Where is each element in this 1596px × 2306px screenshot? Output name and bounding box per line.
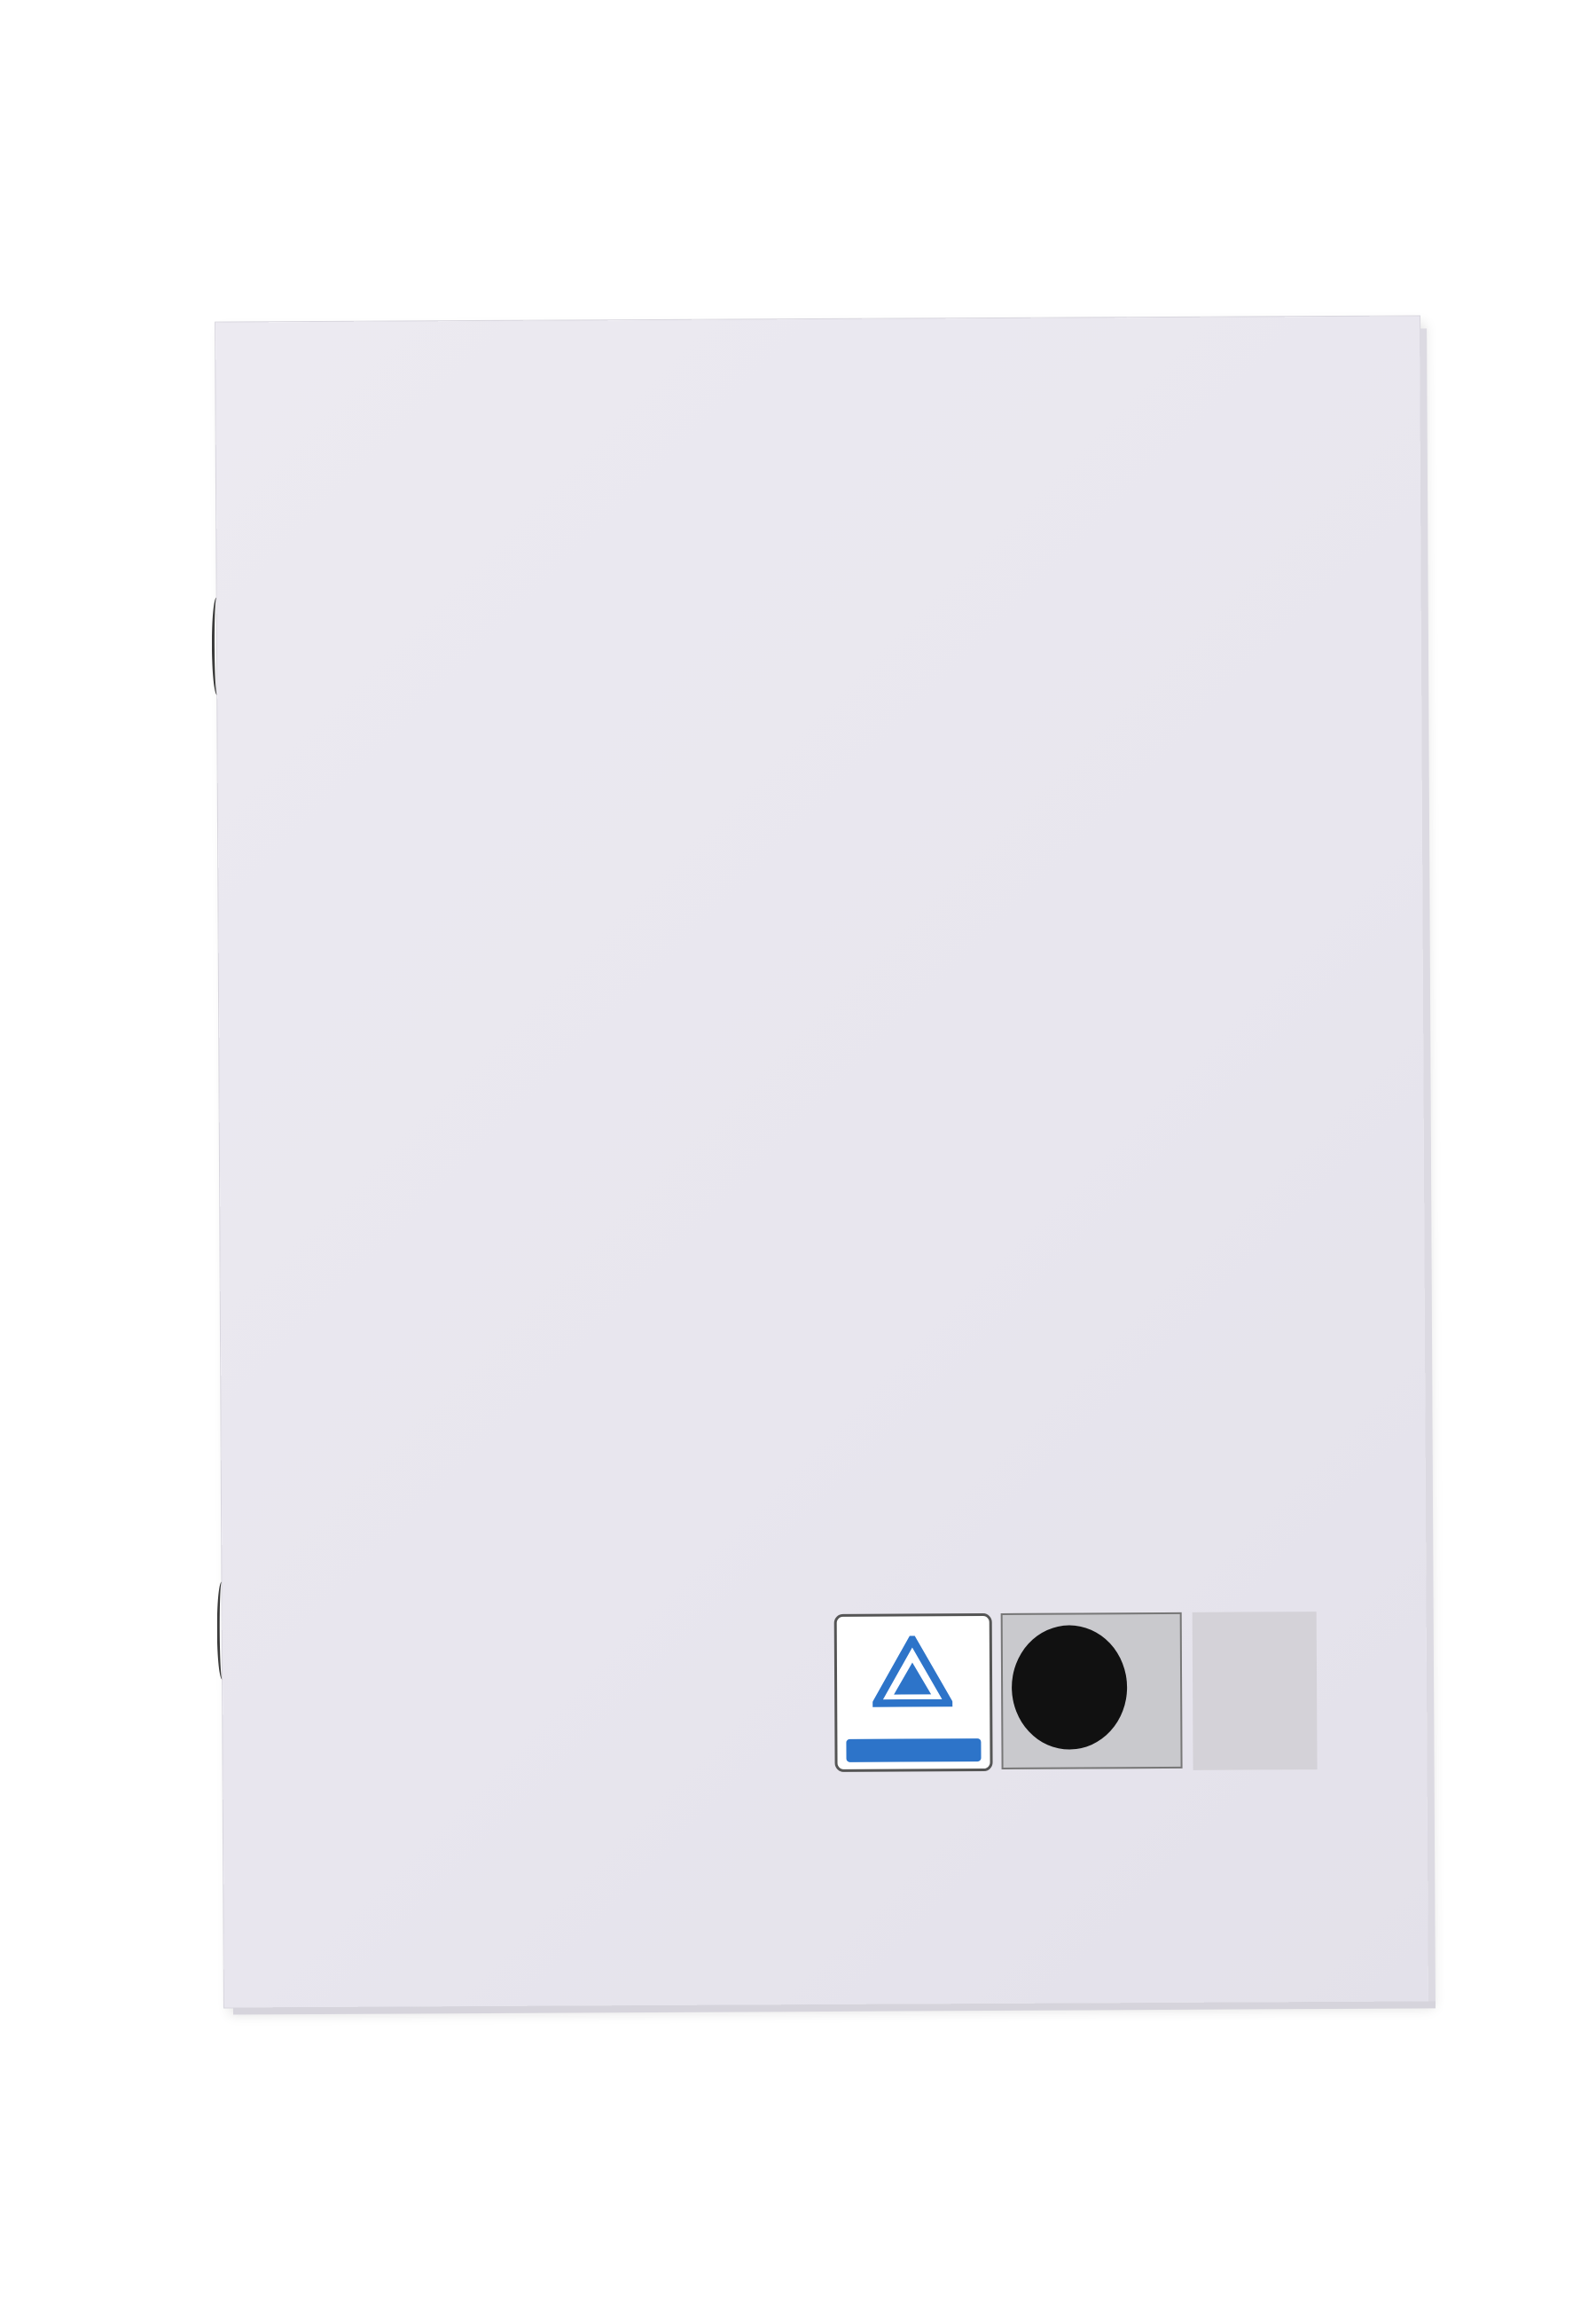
title-block xyxy=(296,494,1298,499)
important-heading xyxy=(296,498,1298,503)
manual-text xyxy=(296,494,1298,506)
supplier-address-2 xyxy=(296,501,1298,506)
supplier-address-1 xyxy=(296,501,1298,506)
qr-code-box xyxy=(1193,1612,1318,1770)
gs-logo xyxy=(1001,1612,1183,1769)
staple-bottom xyxy=(216,1582,227,1680)
tuv-rheinland-logo xyxy=(834,1613,993,1772)
gs-circle xyxy=(1012,1625,1128,1750)
instructions-block xyxy=(296,498,1298,503)
tuv-triangle-icon xyxy=(872,1635,952,1706)
booklet-page xyxy=(215,316,1428,2007)
certification-logos xyxy=(834,1612,1332,1774)
tuv-certified-badge xyxy=(846,1738,981,1762)
page-number xyxy=(223,1912,1428,1918)
supplier-label xyxy=(296,501,1298,506)
tuv-name xyxy=(837,1712,990,1713)
qr-code-icon xyxy=(1203,1619,1307,1722)
page-edge-bottom xyxy=(233,2001,1436,2014)
staple-top xyxy=(212,598,223,695)
page-edge-right xyxy=(1420,328,1436,2006)
